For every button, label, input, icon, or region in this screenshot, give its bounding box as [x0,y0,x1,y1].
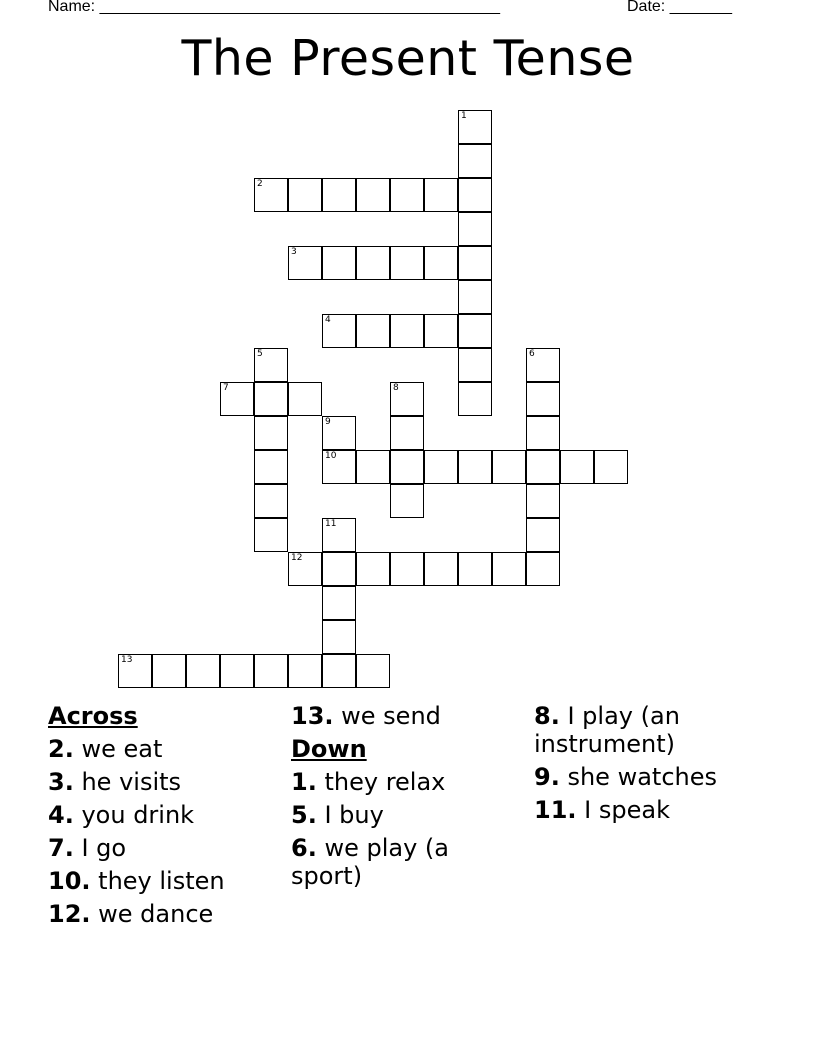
grid-cell[interactable] [526,484,560,518]
grid-cell[interactable] [322,518,356,552]
grid-cell-number: 11 [325,519,337,529]
grid-cell-number: 10 [325,451,337,461]
date-field[interactable]: Date: _______ [627,0,732,15]
clue-across-4: 4. you drink [48,801,195,829]
grid-cell[interactable] [254,654,288,688]
grid-cell[interactable] [322,552,356,586]
grid-cell[interactable] [118,654,152,688]
clue-down-5: 5. I buy [291,801,384,829]
grid-cell-number: 6 [529,349,535,359]
clue-down-1: 1. they relax [291,768,446,796]
grid-cell-number: 9 [325,417,331,427]
grid-cell[interactable] [390,246,424,280]
grid-cell[interactable] [254,518,288,552]
clue-across-13: 13. we send [291,702,441,730]
grid-cell[interactable] [526,552,560,586]
grid-cell[interactable] [526,416,560,450]
grid-cell[interactable] [458,348,492,382]
clue-down-9: 9. she watches [534,763,717,791]
grid-cell[interactable] [254,382,288,416]
grid-cell[interactable] [390,484,424,518]
grid-cell[interactable] [288,382,322,416]
grid-cell[interactable] [254,484,288,518]
grid-cell-number: 5 [257,349,263,359]
grid-cell[interactable] [356,314,390,348]
grid-cell-number: 8 [393,383,399,393]
clue-down-11: 11. I speak [534,796,670,824]
grid-cell[interactable] [390,314,424,348]
grid-cell[interactable] [322,178,356,212]
grid-cell[interactable] [356,246,390,280]
clues-column-1 [48,702,283,933]
grid-cell[interactable] [424,314,458,348]
page-title: The Present Tense [181,30,635,87]
grid-cell[interactable] [424,178,458,212]
grid-cell-number: 1 [461,111,467,121]
grid-cell[interactable] [322,620,356,654]
clue-across-2: 2. we eat [48,735,163,763]
grid-cell[interactable] [152,654,186,688]
grid-cell[interactable] [356,552,390,586]
clue-down-6: 6. we play (a sport) [291,834,450,890]
grid-cell[interactable] [594,450,628,484]
grid-cell[interactable] [288,178,322,212]
grid-cell[interactable] [322,416,356,450]
grid-cell[interactable] [390,382,424,416]
grid-cell[interactable] [458,552,492,586]
clue-across-7: 7. I go [48,834,127,862]
grid-cell[interactable] [390,416,424,450]
grid-cell-number: 13 [121,655,133,665]
grid-cell[interactable] [526,348,560,382]
grid-cell[interactable] [458,280,492,314]
grid-cell[interactable] [458,314,492,348]
grid-cell[interactable] [254,416,288,450]
grid-cell[interactable] [560,450,594,484]
grid-cell[interactable] [458,450,492,484]
clues-column-3 [534,702,774,829]
grid-cell[interactable] [322,586,356,620]
grid-cell[interactable] [424,450,458,484]
clue-across-12: 12. we dance [48,900,214,928]
grid-cell[interactable] [526,382,560,416]
grid-cell[interactable] [288,552,322,586]
grid-cell-number: 4 [325,315,331,325]
grid-cell[interactable] [458,110,492,144]
grid-cell[interactable] [458,246,492,280]
grid-cell[interactable] [220,382,254,416]
grid-cell[interactable] [390,450,424,484]
grid-cell[interactable] [424,246,458,280]
grid-cell[interactable] [492,450,526,484]
grid-cell[interactable] [254,348,288,382]
grid-cell[interactable] [526,518,560,552]
grid-cell[interactable] [322,654,356,688]
grid-cell[interactable] [322,314,356,348]
grid-cell[interactable] [322,450,356,484]
grid-cell[interactable] [356,450,390,484]
clue-across-3: 3. he visits [48,768,182,796]
down-heading: Down [291,735,367,763]
grid-cell[interactable] [356,178,390,212]
grid-cell[interactable] [424,552,458,586]
grid-cell[interactable] [526,450,560,484]
grid-cell-number: 7 [223,383,229,393]
grid-cell[interactable] [492,552,526,586]
grid-cell[interactable] [356,654,390,688]
grid-cell[interactable] [458,178,492,212]
grid-cell[interactable] [322,246,356,280]
clues-column-2 [291,702,521,895]
name-field[interactable]: Name: _____________________________________________ [48,0,500,15]
grid-cell-number: 2 [257,179,263,189]
clue-across-10: 10. they listen [48,867,225,895]
grid-cell[interactable] [186,654,220,688]
grid-cell[interactable] [254,178,288,212]
grid-cell[interactable] [288,246,322,280]
grid-cell[interactable] [458,382,492,416]
grid-cell[interactable] [254,450,288,484]
grid-cell[interactable] [458,144,492,178]
grid-cell-number: 12 [291,553,303,563]
grid-cell[interactable] [288,654,322,688]
grid-cell[interactable] [390,552,424,586]
grid-cell-number: 3 [291,247,297,257]
clue-down-8: 8. I play (an instrument) [534,702,680,758]
grid-cell[interactable] [390,178,424,212]
grid-cell[interactable] [458,212,492,246]
grid-cell[interactable] [220,654,254,688]
across-heading: Across [48,702,138,730]
